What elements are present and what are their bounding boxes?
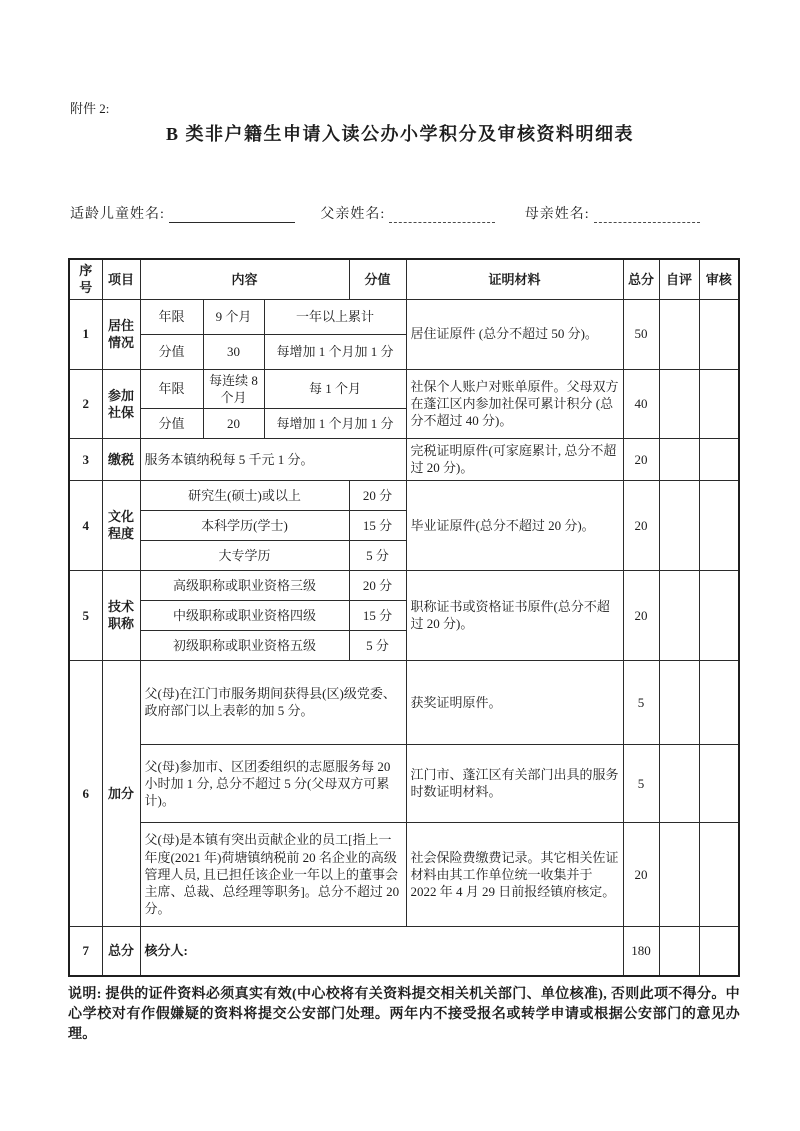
attachment-label: 附件 2: [70,101,110,116]
row2-sub1-label: 年限 [140,369,203,408]
row5-total: 20 [623,570,659,660]
row6-sub2-self-cell [659,744,699,822]
page-title: B 类非户籍生申请入读公办小学积分及审核资料明细表 [165,124,634,144]
row6-sub1-content: 父(母)在江门市服务期间获得县(区)级党委、政府部门以上表彰的加 5 分。 [140,660,406,744]
row1-sub2-desc: 每增加 1 个月加 1 分 [264,334,406,369]
row6-sub3-content: 父(母)是本镇有突出贡献企业的员工[指上一年度(2021 年)荷塘镇纳税前 20 名企业的高级管理人员, 且已担任该企业一年以上的董事会主席、总裁、总经理等职务]。总分不超过 20 分。 [140,822,406,926]
col-header-self: 自评 [659,259,699,299]
scoring-table [68,258,740,977]
row3-total: 20 [623,438,659,480]
row4-seq: 4 [69,480,102,570]
row6-sub1-total: 5 [623,660,659,744]
row2-self-cell [659,369,699,438]
row6-sub1-audit-cell [699,660,739,744]
row4-sub3-score: 5 分 [349,540,406,570]
row3-content: 服务本镇纳税每 5 千元 1 分。 [140,438,406,480]
row2-total: 40 [623,369,659,438]
row1-sub1-label: 年限 [140,299,203,334]
row4-sub2-score: 15 分 [349,510,406,540]
row-tax [69,438,739,480]
row6-sub3-audit-cell [699,822,739,926]
row4-total: 20 [623,480,659,570]
row4-sub1-content: 研究生(硕士)或以上 [140,480,349,510]
row2-sub2-value: 20 [203,408,264,438]
note-text: 说明: 提供的证件资料必须真实有效(中心校将有关资料提交相关机关部门、单位核准), 否则此项不得分。中心学校对有作假嫌疑的资料将提交公安部门处理。两年内不接受报名或转学申请或根据公安部门的意见办理。 [68,987,740,1042]
row4-proof: 毕业证原件(总分不超过 20 分)。 [406,480,623,570]
row5-sub2-score: 15 分 [349,600,406,630]
row1-sub2-value: 30 [203,334,264,369]
row3-seq: 3 [69,438,102,480]
row2-seq: 2 [69,369,102,438]
row-residence-a [69,299,739,334]
row-bonus-a [69,660,739,744]
row2-audit-cell [699,369,739,438]
row4-sub1-score: 20 分 [349,480,406,510]
row5-seq: 5 [69,570,102,660]
row1-total: 50 [623,299,659,369]
child-name-label: 适龄儿童姓名: [70,207,165,222]
row2-sub1-value: 每连续 8 个月 [203,369,264,408]
row1-self-cell [659,299,699,369]
col-header-proof: 证明材料 [406,259,623,299]
row7-scorer-label: 核分人: [140,926,623,976]
row-bonus-b [69,744,739,822]
row-education-a [69,480,739,510]
row3-self-cell [659,438,699,480]
row-total [69,926,739,976]
row4-item: 文化程度 [102,480,140,570]
row5-audit-cell [699,570,739,660]
row6-sub2-proof: 江门市、蓬江区有关部门出具的服务时数证明材料。 [406,744,623,822]
row3-audit-cell [699,438,739,480]
row5-sub3-content: 初级职称或职业资格五级 [140,630,349,660]
father-name-label: 父亲姓名: [320,207,386,222]
row5-proof: 职称证书或资格证书原件(总分不超过 20 分)。 [406,570,623,660]
row1-proof: 居住证原件 (总分不超过 50 分)。 [406,299,623,369]
row6-sub1-proof: 获奖证明原件。 [406,660,623,744]
row1-sub1-desc: 一年以上累计 [264,299,406,334]
col-header-score: 分值 [349,259,406,299]
col-header-total: 总分 [623,259,659,299]
row5-sub2-content: 中级职称或职业资格四级 [140,600,349,630]
row3-proof: 完税证明原件(可家庭累计, 总分不超过 20 分)。 [406,438,623,480]
row4-sub3-content: 大专学历 [140,540,349,570]
row2-item: 参加社保 [102,369,140,438]
row7-self-cell [659,926,699,976]
row2-proof: 社保个人账户对账单原件。父母双方在蓬江区内参加社保可累计积分 (总分不超过 40 分)。 [406,369,623,438]
row6-sub1-self-cell [659,660,699,744]
row7-seq: 7 [69,926,102,976]
row1-sub2-label: 分值 [140,334,203,369]
row6-sub2-content: 父(母)参加市、区团委组织的志愿服务每 20 小时加 1 分, 总分不超过 5 分(父母双方可累计)。 [140,744,406,822]
row6-sub3-proof: 社会保险费缴费记录。其它相关佐证材料由其工作单位统一收集并于 2022 年 4 月 29 日前报经镇府核定。 [406,822,623,926]
mother-name-blank [594,207,700,223]
name-fields-row [70,203,738,223]
row5-self-cell [659,570,699,660]
col-header-audit: 审核 [699,259,739,299]
row6-sub3-total: 20 [623,822,659,926]
col-header-item: 项目 [102,259,140,299]
row2-sub1-desc: 每 1 个月 [264,369,406,408]
row7-audit-cell [699,926,739,976]
col-header-no: 序号 [69,259,102,299]
row7-total: 180 [623,926,659,976]
row5-item: 技术职称 [102,570,140,660]
row3-item: 缴税 [102,438,140,480]
child-name-blank [169,207,295,223]
row4-sub2-content: 本科学历(学士) [140,510,349,540]
row2-sub2-label: 分值 [140,408,203,438]
row7-item: 总分 [102,926,140,976]
row6-sub2-audit-cell [699,744,739,822]
row4-self-cell [659,480,699,570]
row5-sub1-content: 高级职称或职业资格三级 [140,570,349,600]
row6-sub2-total: 5 [623,744,659,822]
row4-audit-cell [699,480,739,570]
row6-sub3-self-cell [659,822,699,926]
row1-item: 居住情况 [102,299,140,369]
row6-item: 加分 [102,660,140,926]
row1-sub1-value: 9 个月 [203,299,264,334]
row-bonus-c [69,822,739,926]
father-name-blank [389,207,495,223]
table-header-row [69,259,739,299]
mother-name-label: 母亲姓名: [524,207,590,222]
row5-sub1-score: 20 分 [349,570,406,600]
row5-sub3-score: 5 分 [349,630,406,660]
col-header-content: 内容 [140,259,349,299]
row6-seq: 6 [69,660,102,926]
row1-audit-cell [699,299,739,369]
row2-sub2-desc: 每增加 1 个月加 1 分 [264,408,406,438]
row-title-a [69,570,739,600]
row-social-insurance-a [69,369,739,408]
row1-seq: 1 [69,299,102,369]
